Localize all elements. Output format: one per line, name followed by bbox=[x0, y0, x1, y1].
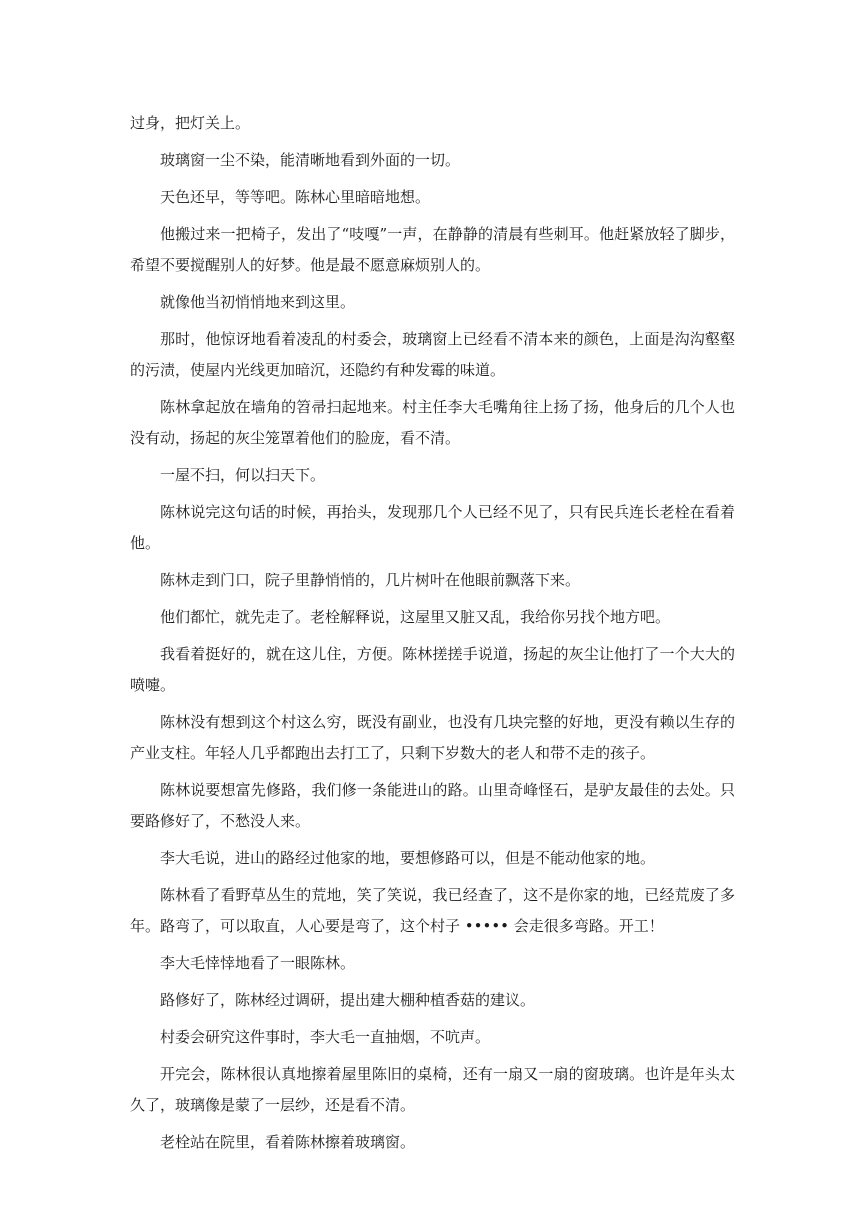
paragraph-18: 路修好了，陈林经过调研，提出建大棚种植香菇的建议。 bbox=[160, 991, 536, 1009]
paragraph-15: 李大毛说，进山的路经过他家的地，要想修路可以，但是不能动他家的地。 bbox=[160, 849, 656, 867]
paragraph-16: 陈林看了看野草丛生的荒地，笑了笑说，我已经查了，这不是你家的地，已经荒废了多年。路弯了，可以取直，人心要是弯了，这个村子 ••••• 会走很多弯路。开工！ bbox=[130, 886, 735, 935]
paragraph-1: 过身，把灯关上。 bbox=[130, 114, 251, 132]
paragraph-19: 村委会研究这件事时，李大毛一直抽烟，不吭声。 bbox=[160, 1028, 491, 1046]
paragraph-6: 那时，他惊讶地看着凌乱的村委会，玻璃窗上已经看不清本来的颜色，上面是沟沟壑壑的污渍，使屋内光线更加暗沉，还隐约有种发霉的味道。 bbox=[130, 330, 735, 379]
paragraph-12: 我看着挺好的，就在这儿住，方便。陈林搓搓手说道，扬起的灰尘让他打了一个大大的喷嚏。 bbox=[130, 645, 735, 694]
paragraph-21: 老栓站在院里，看着陈林擦着玻璃窗。 bbox=[160, 1133, 416, 1151]
paragraph-4: 他搬过来一把椅子，发出了“吱嘎”一声，在静静的清晨有些刺耳。他赶紧放轻了脚步，希望不要搅醒别人的好梦。他是最不愿意麻烦别人的。 bbox=[130, 225, 735, 274]
paragraph-10: 陈林走到门口，院子里静悄悄的，几片树叶在他眼前飘落下来。 bbox=[160, 571, 581, 589]
paragraph-3: 天色还早，等等吧。陈林心里暗暗地想。 bbox=[160, 188, 431, 206]
paragraph-17: 李大毛悻悻地看了一眼陈林。 bbox=[160, 954, 356, 972]
paragraph-7: 陈林拿起放在墙角的笤帚扫起地来。村主任李大毛嘴角往上扬了扬，他身后的几个人也没有动，扬起的灰尘笼罩着他们的脸庞，看不清。 bbox=[130, 398, 735, 447]
paragraph-9: 陈林说完这句话的时候，再抬头，发现那几个人已经不见了，只有民兵连长老栓在看着他。 bbox=[130, 503, 735, 552]
paragraph-5: 就像他当初悄悄地来到这里。 bbox=[160, 293, 356, 311]
article-body bbox=[130, 108, 735, 1164]
paragraph-13: 陈林没有想到这个村这么穷，既没有副业，也没有几块完整的好地，更没有赖以生存的产业支柱。年轻人几乎都跑出去打工了，只剩下岁数大的老人和带不走的孩子。 bbox=[130, 713, 735, 762]
paragraph-8: 一屋不扫，何以扫天下。 bbox=[160, 466, 326, 484]
paragraph-2: 玻璃窗一尘不染，能清晰地看到外面的一切。 bbox=[160, 151, 461, 169]
paragraph-20: 开完会，陈林很认真地擦着屋里陈旧的桌椅，还有一扇又一扇的窗玻璃。也许是年头太久了，玻璃像是蒙了一层纱，还是看不清。 bbox=[130, 1065, 735, 1114]
paragraph-11: 他们都忙，就先走了。老栓解释说，这屋里又脏又乱，我给你另找个地方吧。 bbox=[160, 608, 671, 626]
paragraph-14: 陈林说要想富先修路，我们修一条能进山的路。山里奇峰怪石，是驴友最佳的去处。只要路修好了，不愁没人来。 bbox=[130, 781, 735, 830]
